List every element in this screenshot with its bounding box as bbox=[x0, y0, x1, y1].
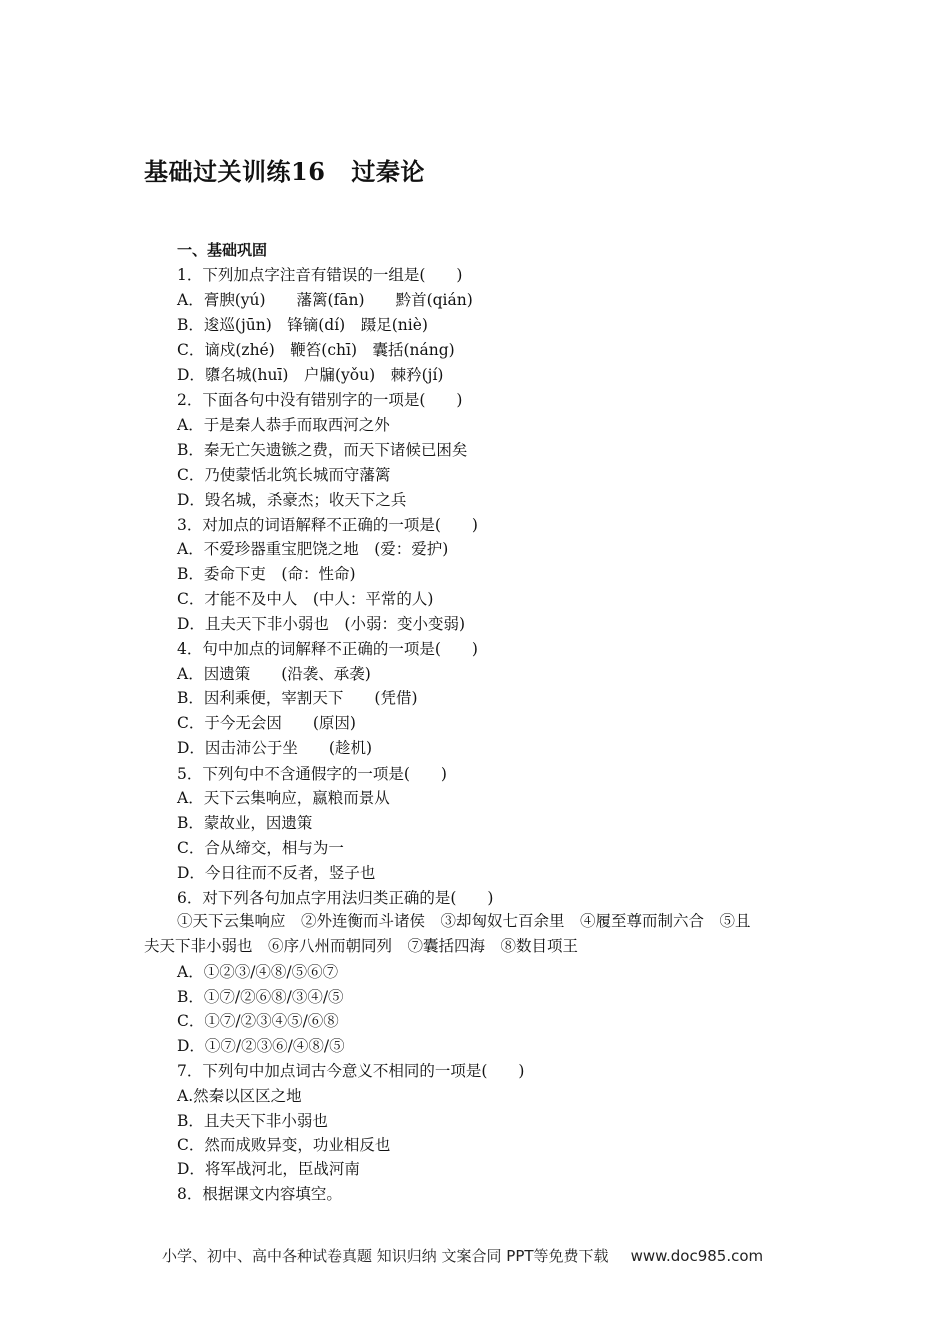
text-line: A．因遗策 (沿袭、承袭) bbox=[177, 665, 371, 683]
text-line: C．乃使蒙恬北筑长城而守藩篱 bbox=[177, 466, 391, 484]
text-line: D．①⑦/②③⑥/④⑧/⑤ bbox=[177, 1037, 345, 1055]
text-line: B．因利乘便，宰割天下 (凭借) bbox=[177, 689, 418, 707]
text-line: D．隳名城(huī) 户牖(yǒu) 棘矜(jí) bbox=[177, 366, 444, 384]
text-line: B．蒙故业，因遗策 bbox=[177, 814, 313, 832]
title-main: 基础过关训练16 bbox=[144, 157, 326, 186]
text-line: D．因击沛公于坐 (趁机) bbox=[177, 739, 373, 757]
footer-url[interactable]: www.doc985.com bbox=[630, 1247, 764, 1265]
text-line: 8．根据课文内容填空。 bbox=[177, 1185, 342, 1203]
text-line: 7．下列句中加点词古今意义不相同的一项是( ) bbox=[177, 1062, 525, 1080]
text-line: 4．句中加点的词解释不正确的一项是( ) bbox=[177, 640, 478, 658]
text-line: A．膏腴(yú) 藩篱(fān) 黔首(qián) bbox=[177, 291, 473, 309]
text-line: A．①②③/④⑧/⑤⑥⑦ bbox=[177, 963, 339, 981]
text-line: C．于今无会因 (原因) bbox=[177, 714, 356, 732]
text-line: A.然秦以区区之地 bbox=[177, 1087, 302, 1105]
text-line: 3．对加点的词语解释不正确的一项是( ) bbox=[177, 516, 478, 534]
text-line: A．天下云集响应，嬴粮而景从 bbox=[177, 789, 390, 807]
text-line: 夫天下非小弱也 ⑥序八州而朝同列 ⑦囊括四海 ⑧数目项王 bbox=[144, 937, 579, 955]
footer-text: 小学、初中、高中各种试卷真题 知识归纳 文案合同 PPT等免费下载 bbox=[162, 1247, 609, 1265]
text-line: D．且夫天下非小弱也 (小弱：变小变弱) bbox=[177, 615, 466, 633]
text-line: B．逡巡(jūn) 锋镝(dí) 蹑足(niè) bbox=[177, 316, 428, 334]
text-line: C．谪戍(zhé) 鞭笞(chī) 囊括(náng) bbox=[177, 341, 455, 359]
text-line: B．①⑦/②⑥⑧/③④/⑤ bbox=[177, 988, 344, 1006]
text-line: D．毁名城，杀豪杰；收天下之兵 bbox=[177, 491, 407, 509]
text-line: 5．下列句中不含通假字的一项是( ) bbox=[177, 765, 447, 783]
text-line: 6．对下列各句加点字用法归类正确的是( ) bbox=[177, 889, 494, 907]
text-line: B．秦无亡矢遗镞之费，而天下诸候已困矣 bbox=[177, 441, 468, 459]
text-line: 2．下面各句中没有错别字的一项是( ) bbox=[177, 391, 463, 409]
text-line: B．委命下吏 (命：性命) bbox=[177, 565, 356, 583]
text-line: D．今日往而不反者，竖子也 bbox=[177, 864, 376, 882]
page-title bbox=[144, 152, 425, 187]
text-line: C．才能不及中人 (中人：平常的人) bbox=[177, 590, 434, 608]
title-sub: 过秦论 bbox=[351, 157, 425, 186]
text-line: D．将军战河北，臣战河南 bbox=[177, 1160, 360, 1178]
text-line: A．不爱珍器重宝肥饶之地 (爱：爱护) bbox=[177, 540, 449, 558]
text-line: C．①⑦/②③④⑤/⑥⑧ bbox=[177, 1012, 339, 1030]
text-line: C．合从缔交，相与为一 bbox=[177, 839, 344, 857]
section-heading: 一、基础巩固 bbox=[177, 241, 268, 259]
page-footer bbox=[162, 1245, 763, 1266]
text-line: A．于是秦人恭手而取西河之外 bbox=[177, 416, 390, 434]
text-line: B．且夫天下非小弱也 bbox=[177, 1112, 328, 1130]
text-line: ①天下云集响应 ②外连衡而斗诸侯 ③却匈奴七百余里 ④履至尊而制六合 ⑤且 bbox=[177, 912, 751, 930]
text-line: C．然而成败异变，功业相反也 bbox=[177, 1136, 391, 1154]
text-line: 1．下列加点字注音有错误的一组是( ) bbox=[177, 266, 463, 284]
